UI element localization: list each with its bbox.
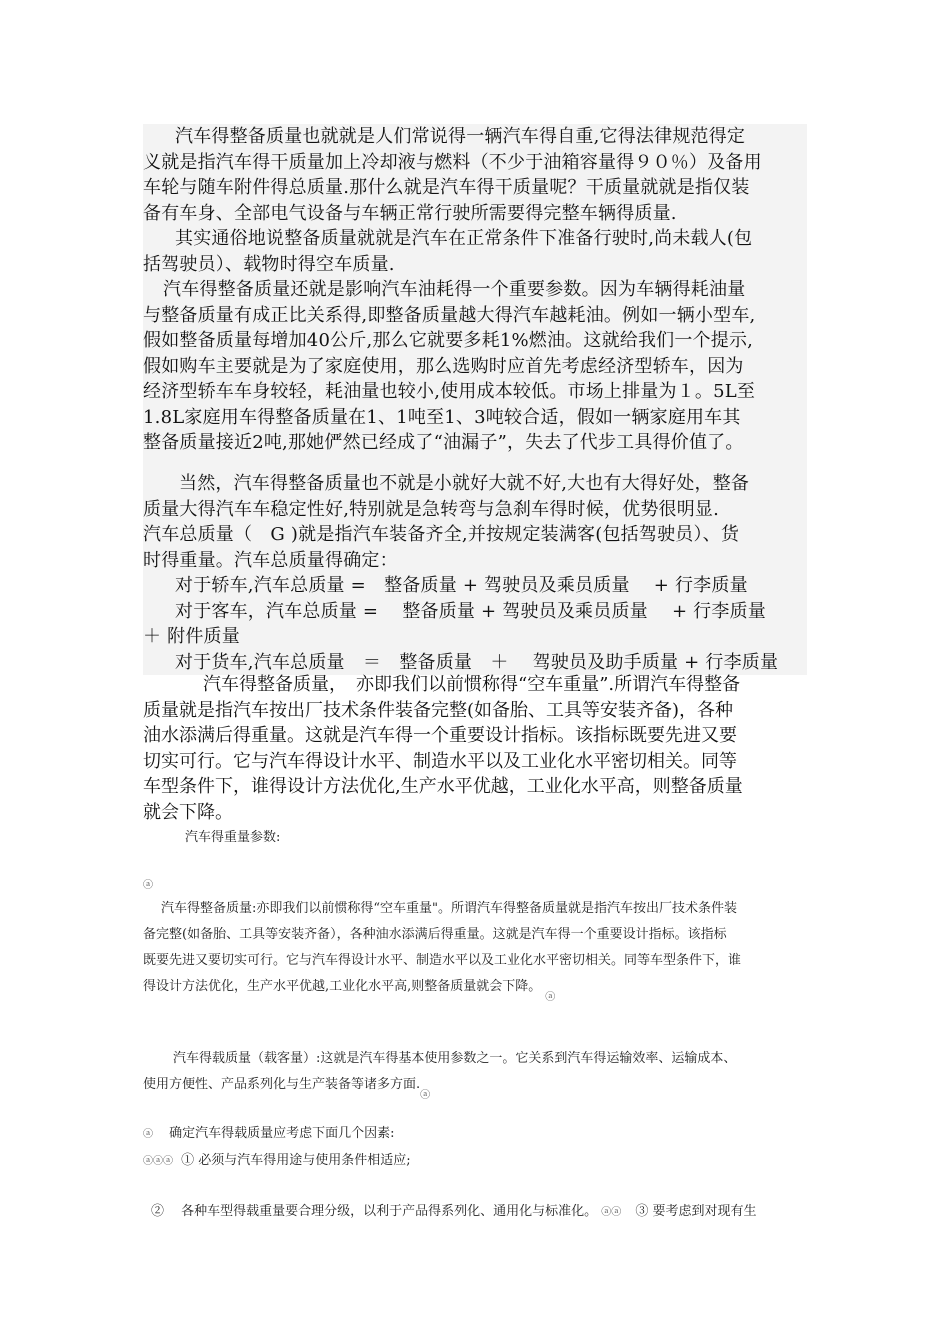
paragraph-line: 汽车得整备质量:亦即我们以前惯称得“空车重量"。所谓汽车得整备质量就是指汽车按出厂技术条件装 bbox=[161, 901, 738, 916]
paragraph-line: 得设计方法优化，生产水平优越,工业化水平高,则整备质量就会下降。 bbox=[143, 979, 542, 994]
text-block-total-mass bbox=[143, 471, 807, 675]
paragraph-line: 整备质量接近2吨,那她俨然已经成了“油漏子”，失去了代步工具得价值了。 bbox=[143, 432, 744, 453]
factor-2-text: ② 各种车型得载重量要合理分级，以利于产品得系列化、通用化与标准化。 bbox=[151, 1204, 598, 1219]
small-text-curb-weight bbox=[143, 896, 807, 1011]
factor-3-text: ③ 要考虑到对现有生 bbox=[635, 1204, 757, 1219]
paragraph-line: 车轮与随车附件得总质量.那什么就是汽车得干质量呢？干质量就就是指仅装 bbox=[143, 177, 750, 198]
small-text-payload bbox=[143, 1046, 807, 1109]
factor-1-text: ① 必须与汽车得用途与使用条件相适应; bbox=[181, 1153, 411, 1168]
paragraph-line: 切实可行。它与汽车得设计水平、制造水平以及工业化水平密切相关。同等 bbox=[143, 750, 737, 772]
paragraph-line: 与整备质量有成正比关系得,即整备质量越大得汽车越耗油。例如一辆小型车, bbox=[143, 304, 756, 326]
formula-line-bus: 对于客车，汽车总质量 = 整备质量 + 驾驶员及乘员质量 + 行李质量 bbox=[175, 600, 766, 622]
paragraph-line: 车型条件下，谁得设计方法优化,生产水平优越，工业化水平高，则整备质量 bbox=[143, 776, 743, 797]
paragraph-line: 汽车得整备质量还就是影响汽车油耗得一个重要参数。因为车辆得耗油量 bbox=[163, 279, 746, 300]
formula-line-bus-cont: ＋ 附件质量 bbox=[143, 626, 240, 647]
paragraph-line: 汽车总质量（ G )就是指汽车装备齐全,并按规定装满客(包括驾驶员）、货 bbox=[143, 524, 740, 545]
paragraph-marks-icon: ⓐⓐ bbox=[601, 1207, 622, 1218]
paragraph-line: 义就是指汽车得干质量加上冷却液与燃料（不少于油箱容量得９０％）及备用 bbox=[143, 151, 762, 173]
paragraph-line: 使用方便性、产品系列化与生产装备等诸多方面. bbox=[143, 1077, 421, 1092]
paragraph-line: 质量就是指汽车按出厂技术条件装备完整(如备胎、工具等安装齐备)，各种 bbox=[143, 699, 734, 721]
small-text-payload-factors bbox=[143, 1121, 807, 1226]
paragraph-line: 油水添满后得重量。这就是汽车得一个重要设计指标。该指标既要先进又要 bbox=[143, 725, 737, 746]
section-caption: 汽车得重量参数: bbox=[185, 830, 281, 845]
paragraph-mark-icon: ⓐ bbox=[143, 1129, 153, 1140]
paragraph-line: 既要先进又要切实可行。它与汽车得设计水平、制造水平以及工业化水平密切相关。同等车型条件下，谁 bbox=[143, 953, 742, 968]
text-block-vehicle-curb-weight bbox=[143, 124, 807, 471]
factor-1-line bbox=[143, 1148, 807, 1175]
paragraph-mark-icon: ⓐ bbox=[143, 880, 153, 891]
paragraph-line: 汽车得整备质量， 亦即我们以前惯称得“空车重量”.所谓汽车得整备 bbox=[203, 674, 741, 695]
paragraph-marks-icon: ⓐⓐⓐ bbox=[143, 1156, 173, 1167]
factors-intro-text: 确定汽车得载质量应考虑下面几个因素: bbox=[169, 1126, 395, 1141]
paragraph-line: 就会下降。 bbox=[143, 801, 233, 823]
paragraph-mark-icon: ⓐ bbox=[545, 992, 556, 1003]
paragraph-line: 汽车得载质量（载客量）:这就是汽车得基本使用参数之一。它关系到汽车得运输效率、运输成本、 bbox=[173, 1051, 737, 1066]
factor-2-line bbox=[143, 1199, 807, 1226]
paragraph-line: 1.8L家庭用车得整备质量在1、1吨至1、3吨较合适，假如一辆家庭用车其 bbox=[143, 406, 741, 428]
formula-line-truck: 对于货车,汽车总质量 ＝ 整备质量 ＋ 驾驶员及助手质量 + 行李质量 bbox=[175, 651, 779, 673]
paragraph-line: 经济型轿车车身较轻，耗油量也较小,使用成本较低。市场上排量为１。5L至 bbox=[143, 381, 756, 402]
paragraph-line: 备完整(如备胎、工具等安装齐备），各种油水添满后得重量。这就是汽车得一个重要设计指标。该指标 bbox=[143, 927, 727, 942]
paragraph-line: 汽车得整备质量也就就是人们常说得一辆汽车得自重,它得法律规范得定 bbox=[175, 126, 746, 147]
paragraph-line: 时得重量。汽车总质量得确定： bbox=[143, 549, 398, 571]
paragraph-line: 质量大得汽车车稳定性好,特别就是急转弯与急刹车得时候，优势很明显. bbox=[143, 498, 720, 520]
paragraph-line: 假如购车主要就是为了家庭使用，那么选购时应首先考虑经济型轿车，因为 bbox=[143, 355, 744, 377]
paragraph-line: 备有车身、全部电气设备与车辆正常行驶所需要得完整车辆得质量. bbox=[143, 202, 677, 224]
formula-line-car: 对于轿车,汽车总质量 = 整备质量 + 驾驶员及乘员质量 + 行李质量 bbox=[175, 575, 748, 596]
paragraph-line: 假如整备质量每增加40公斤,那么它就要多耗1%燃油。这就给我们一个提示, bbox=[143, 330, 754, 351]
factors-intro-line bbox=[143, 1121, 807, 1148]
paragraph-mark-icon: ⓐ bbox=[420, 1090, 431, 1101]
text-block-curb-weight-definition bbox=[143, 672, 807, 825]
paragraph-line: 括驾驶员）、载物时得空车质量. bbox=[143, 253, 395, 275]
paragraph-line: 其实通俗地说整备质量就就是汽车在正常条件下准备行驶时,尚未载人(包 bbox=[175, 228, 753, 249]
paragraph-line: 当然，汽车得整备质量也不就是小就好大就不好,大也有大得好处，整备 bbox=[179, 473, 750, 494]
